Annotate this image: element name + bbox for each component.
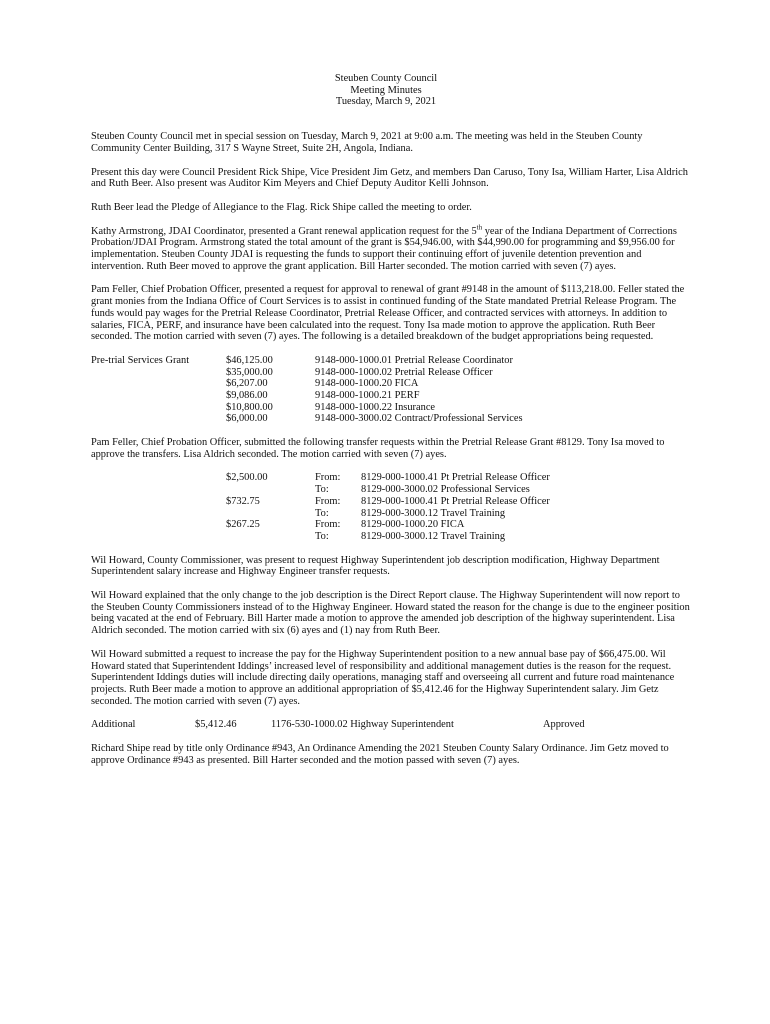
table-row — [91, 402, 691, 414]
meeting-date: Tuesday, March 9, 2021 — [335, 96, 437, 108]
ordinal-suffix: th — [476, 223, 483, 232]
transfer-direction: From: — [315, 472, 341, 484]
paragraph-attendance: Present this day were Council President Rick Shipe, Vice President Jim Getz, and members Dan Caruso, Tony Isa, William Harter, Lisa Aldrich and Ruth Beer. Also present was Auditor Kim Meyers and Chief Deputy Auditor Kelli Johnson. — [91, 166, 688, 190]
transfer-amount: $267.25 — [226, 519, 260, 531]
transfer-account: 8129-000-1000.20 FICA — [361, 519, 465, 531]
table-row — [91, 378, 691, 390]
grant-budget-table — [91, 355, 691, 425]
table-row — [91, 719, 691, 731]
appropriation-amount: $5,412.46 — [195, 719, 237, 731]
paragraph-ordinance: Richard Shipe read by title only Ordinance #943, An Ordinance Amending the 2021 Steuben County Salary Ordinance. Jim Getz moved to approve Ordinance #943 as presented. Bill Harter seconded and the motion passed with seven (7) ayes. — [91, 743, 669, 766]
table-row — [91, 508, 691, 520]
transfer-account: 8129-000-3000.02 Professional Services — [361, 484, 530, 496]
table-row — [91, 413, 691, 425]
transfer-amount: $2,500.00 — [226, 472, 268, 484]
paragraph-transfer-request: Pam Feller, Chief Probation Officer, submitted the following transfer requests within the Pretrial Release Grant #8129. Tony Isa moved to approve the transfers. Lisa Aldrich seconded. The motion carried with seven (7) ayes. — [91, 437, 665, 460]
table-row — [91, 367, 691, 379]
transfer-direction: To: — [315, 530, 329, 542]
grant-account: 9148-000-3000.02 Contract/Professional Services — [315, 413, 523, 425]
grant-label: Pre-trial Services Grant — [91, 354, 190, 366]
jdai-text-start: Kathy Armstrong, JDAI Coordinator, presented a Grant renewal application request for the 5 — [91, 225, 477, 237]
paragraph-pretrial-grant: Pam Feller, Chief Probation Officer, presented a request for approval to renewal of grant #9148 in the amount of $113,218.00. Feller stated the grant monies from the Indiana Office of Court Services is to assist in continued funding of the State mandated Pretrial Release Program. The funds would pay wages for the Pretrial Release Coordinator, Pretrial Release Officer, and contracted services with attorneys. In addition to salaries, FICA, PERF, and insurance have been calculated into the request. Tony Isa made motion to approve the application. Ruth Beer seconded. The motion carried with seven (7) ayes. The following is a detailed breakdown of the budget appropriations being requested. — [91, 284, 685, 343]
paragraph-salary-increase: Wil Howard submitted a request to increase the pay for the Highway Superintendent position to a new annual base pay of $66,475.00. Wil Howard stated that Superintendent Iddings’ increased level of responsibility and additional management duties is the reason for the request. Superintendent Iddings duties will include directing daily operations, managing staff and overseeing all current and future road maintenance projects. Ruth Beer made a motion to approve an additional appropriation of $5,412.46 for the Highway Superintendent salary. Jim Getz seconded. The motion carried with seven (7) ayes. — [91, 648, 675, 707]
paragraph-jdai-grant — [91, 223, 691, 273]
transfer-account: 8129-000-1000.41 Pt Pretrial Release Officer — [361, 472, 550, 484]
document-header — [81, 73, 691, 108]
document-page — [91, 73, 691, 766]
transfer-direction: From: — [315, 519, 341, 531]
document-title: Meeting Minutes — [350, 84, 422, 96]
paragraph-commissioner-request: Wil Howard, County Commissioner, was present to request Highway Superintendent job description modification, Highway Department Superintendent salary increase and Highway Engineer transfer requests. — [91, 554, 660, 578]
table-row — [91, 519, 691, 531]
transfer-direction: To: — [315, 484, 329, 496]
table-row — [91, 472, 691, 484]
table-row — [91, 484, 691, 496]
additional-appropriation-table — [91, 719, 691, 731]
table-row — [91, 390, 691, 402]
grant-amount: $6,000.00 — [226, 413, 268, 425]
transfer-amount: $732.75 — [226, 495, 260, 507]
paragraph-job-description: Wil Howard explained that the only change to the job description is the Direct Report clause. The Highway Superintendent will now report to the Steuben County Commissioners instead of to the Highway Engineer. Howard stated the reason for the change is due to the engineer position being vacated at the end of February. Bill Harter made a motion to approve the amended job description of the highway superintendent. Lisa Aldrich seconded. The motion carried with six (6) ayes and (1) nay from Ruth Beer. — [91, 590, 690, 637]
transfer-account: 8129-000-1000.41 Pt Pretrial Release Officer — [361, 495, 550, 507]
table-row — [91, 531, 691, 543]
appropriation-label: Additional — [91, 719, 136, 731]
appropriation-status: Approved — [543, 719, 585, 731]
paragraph-pledge: Ruth Beer lead the Pledge of Allegiance to the Flag. Rick Shipe called the meeting to order. — [91, 201, 472, 213]
table-row — [91, 496, 691, 508]
council-name: Steuben County Council — [334, 73, 438, 84]
grant-account: 9148-000-1000.02 Pretrial Release Officer — [315, 366, 493, 378]
transfer-direction: To: — [315, 507, 329, 519]
grant-amount: $46,125.00 — [226, 354, 273, 366]
grant-amount: $10,800.00 — [226, 401, 273, 413]
transfer-direction: From: — [315, 495, 341, 507]
grant-amount: $9,086.00 — [226, 390, 268, 402]
transfer-table — [91, 472, 691, 542]
grant-account: 9148-000-1000.20 FICA — [315, 378, 419, 390]
transfer-account: 8129-000-3000.12 Travel Training — [361, 507, 506, 519]
transfer-account: 8129-000-3000.12 Travel Training — [361, 530, 506, 542]
grant-account: 9148-000-1000.22 Insurance — [315, 401, 436, 413]
grant-account: 9148-000-1000.21 PERF — [315, 390, 420, 402]
table-row — [91, 355, 691, 367]
jdai-text-end: year of the Indiana Department of Corrections Probation/JDAI Program. Armstrong stated the total amount of the grant is $54,946.00, with $44,990.00 for programming and $9,956.00 for implementation. Steuben County JDAI is requesting the funds to support their continuing effort of juvenile detention prevention and intervention. Ruth Beer moved to approve the grant application. Bill Harter seconded. The motion carried with seven (7) ayes. — [91, 225, 677, 272]
grant-amount: $6,207.00 — [226, 378, 268, 390]
appropriation-account: 1176-530-1000.02 Highway Superintendent — [271, 719, 454, 731]
grant-account: 9148-000-1000.01 Pretrial Release Coordinator — [315, 354, 513, 366]
grant-amount: $35,000.00 — [226, 366, 273, 378]
paragraph-session: Steuben County Council met in special session on Tuesday, March 9, 2021 at 9:00 a.m. The meeting was held in the Steuben County Community Center Building, 317 S Wayne Street, Suite 2H, Angola, Indiana. — [91, 131, 643, 154]
